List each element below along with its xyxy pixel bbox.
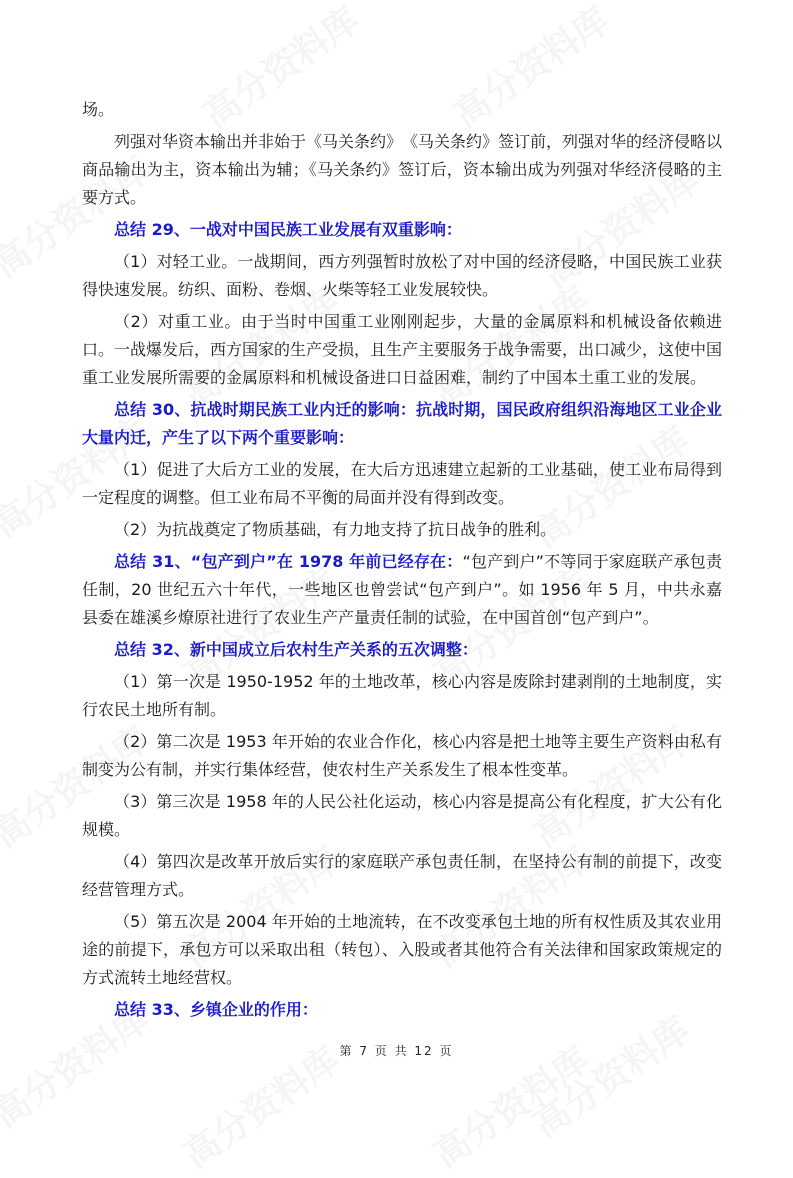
paragraph-text: （2）为抗战奠定了物质基础，有力地支持了抗日战争的胜利。 — [114, 520, 557, 539]
summary-paragraph — [82, 548, 722, 632]
body-paragraph — [82, 308, 722, 392]
summary-heading: 总结 30、抗战时期民族工业内迁的影响：抗战时期，国民政府组织沿海地区工业企业大量内迁，产生了以下两个重要影响： — [82, 400, 722, 447]
paragraph-text: （2）对重工业。由于当时中国重工业刚刚起步，大量的金属原料和机械设备依赖进口。一战爆发后，西方国家的生产受损，且生产主要服务于战争需要，出口减少，这使中国重工业发展所需要的金属原料和机械设备进口日益困难，制约了中国本土重工业的发展。 — [82, 312, 723, 387]
document-body — [82, 96, 722, 1028]
body-paragraph — [82, 728, 722, 784]
summary-heading: 总结 31、“包产到户”在 1978 年前已经存在： — [114, 552, 463, 571]
paragraph-text: （5）第五次是 2004 年开始的土地流转，在不改变承包土地的所有权性质及其农业用途的前提下，承包方可以采取出租（转包）、入股或者其他符合有关法律和国家政策规定的方式流转土地经营权。 — [82, 912, 722, 987]
paragraph-text: （3）第三次是 1958 年的人民公社化运动，核心内容是提高公有化程度，扩大公有化规模。 — [82, 792, 722, 839]
summary-paragraph — [82, 636, 722, 664]
body-paragraph — [82, 248, 722, 304]
summary-paragraph — [82, 396, 722, 452]
paragraph-text: （1）对轻工业。一战期间，西方列强暂时放松了对中国的经济侵略，中国民族工业获得快速发展。纺织、面粉、卷烟、火柴等轻工业发展较快。 — [82, 252, 722, 299]
body-paragraph — [82, 848, 722, 904]
paragraph-text: （2）第二次是 1953 年开始的农业合作化，核心内容是把土地等主要生产资料由私有制变为公有制，并实行集体经营，使农村生产关系发生了根本性变革。 — [82, 732, 722, 779]
summary-paragraph — [82, 216, 722, 244]
body-paragraph — [82, 96, 722, 124]
paragraph-text: （1）第一次是 1950-1952 年的土地改革，核心内容是废除封建剥削的土地制度，实行农民土地所有制。 — [82, 672, 722, 719]
body-paragraph — [82, 668, 722, 724]
summary-paragraph — [82, 996, 722, 1024]
paragraph-text: （1）促进了大后方工业的发展，在大后方迅速建立起新的工业基础，使工业布局得到一定程度的调整。但工业布局不平衡的局面并没有得到改变。 — [82, 460, 722, 507]
paragraph-text: 场。 — [82, 100, 115, 119]
body-paragraph — [82, 908, 722, 992]
body-paragraph — [82, 516, 722, 544]
page-footer: 第 7 页 共 12 页 — [339, 1044, 454, 1058]
body-paragraph — [82, 456, 722, 512]
summary-heading: 总结 33、乡镇企业的作用： — [114, 1000, 318, 1019]
paragraph-text: （4）第四次是改革开放后实行的家庭联产承包责任制，在坚持公有制的前提下，改变经营管理方式。 — [82, 852, 722, 899]
summary-heading: 总结 32、新中国成立后农村生产关系的五次调整： — [114, 640, 478, 659]
body-paragraph — [82, 128, 722, 212]
body-paragraph — [82, 788, 722, 844]
paragraph-text: “包产到户”不等同于家庭联产承包责任制，20 世纪五六十年代，一些地区也曾尝试“包产到户”。如 1956 年 5 月，中共永嘉县委在雄溪乡燎原社进行了农业生产产量责任制的试验，在中国首创“包产到户”。 — [82, 552, 722, 627]
paragraph-text: 列强对华资本输出并非始于《马关条约》 《马关条约》签订前，列强对华的经济侵略以商品输出为主，资本输出为辅；《马关条约》签订后，资本输出成为列强对华经济侵略的主要方式。 — [82, 132, 723, 207]
summary-heading: 总结 29、一战对中国民族工业发展有双重影响： — [114, 220, 462, 239]
